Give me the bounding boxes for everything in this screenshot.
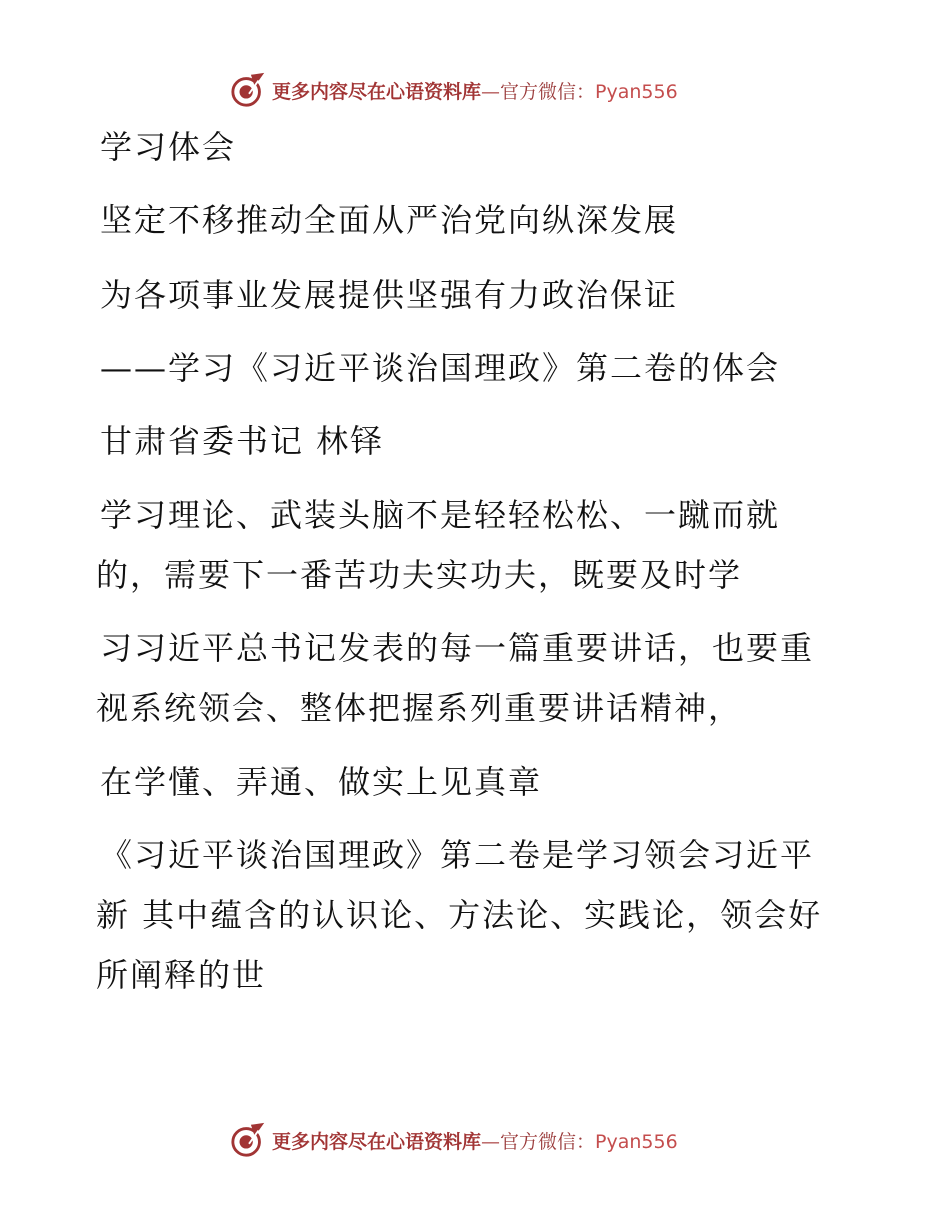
watermark-footer: [230, 1120, 730, 1160]
watermark-header: [230, 70, 730, 110]
watermark-text: [272, 1127, 678, 1154]
watermark-separator: —: [481, 80, 501, 103]
doc-title-line-2: 为各项事业发展提供坚强有力政治保证: [100, 276, 679, 314]
watermark-wechat-id: Pyan556: [595, 80, 678, 103]
quill-logo-icon: [230, 1121, 268, 1159]
watermark-contact-label: 官方微信：: [500, 1130, 596, 1153]
doc-paragraph-line: 的，需要下一番苦功夫实功夫，既要及时学: [96, 556, 743, 594]
watermark-contact-label: 官方微信：: [500, 80, 596, 103]
doc-paragraph-line: 学习理论、武装头脑不是轻轻松松、一蹴而就: [100, 496, 781, 534]
doc-paragraph-line: 所阐释的世: [96, 956, 267, 994]
watermark-wechat-id: Pyan556: [595, 1130, 678, 1153]
watermark-text: [272, 77, 678, 104]
watermark-site: 更多内容尽在心语资料库: [272, 80, 482, 103]
doc-paragraph-line: 《习近平谈治国理政》第二卷是学习领会习近平: [100, 836, 815, 874]
watermark-site: 更多内容尽在心语资料库: [272, 1130, 482, 1153]
doc-paragraph-line: 习习近平总书记发表的每一篇重要讲话，也要重: [100, 629, 815, 667]
doc-paragraph-line: 新 其中蕴含的认识论、方法论、实践论，领会好: [96, 896, 823, 934]
doc-heading: 学习体会: [100, 128, 237, 166]
doc-paragraph-line: 视系统领会、整体把握系列重要讲话精神，: [96, 689, 743, 727]
doc-author: 甘肃省委书记 林铎: [100, 422, 385, 460]
watermark-separator: —: [481, 1130, 501, 1153]
quill-logo-icon: [230, 71, 268, 109]
doc-title-line-1: 坚定不移推动全面从严治党向纵深发展: [100, 201, 679, 239]
doc-subtitle: ——学习《习近平谈治国理政》第二卷的体会: [100, 349, 781, 387]
doc-paragraph-line: 在学懂、弄通、做实上见真章: [100, 763, 543, 801]
